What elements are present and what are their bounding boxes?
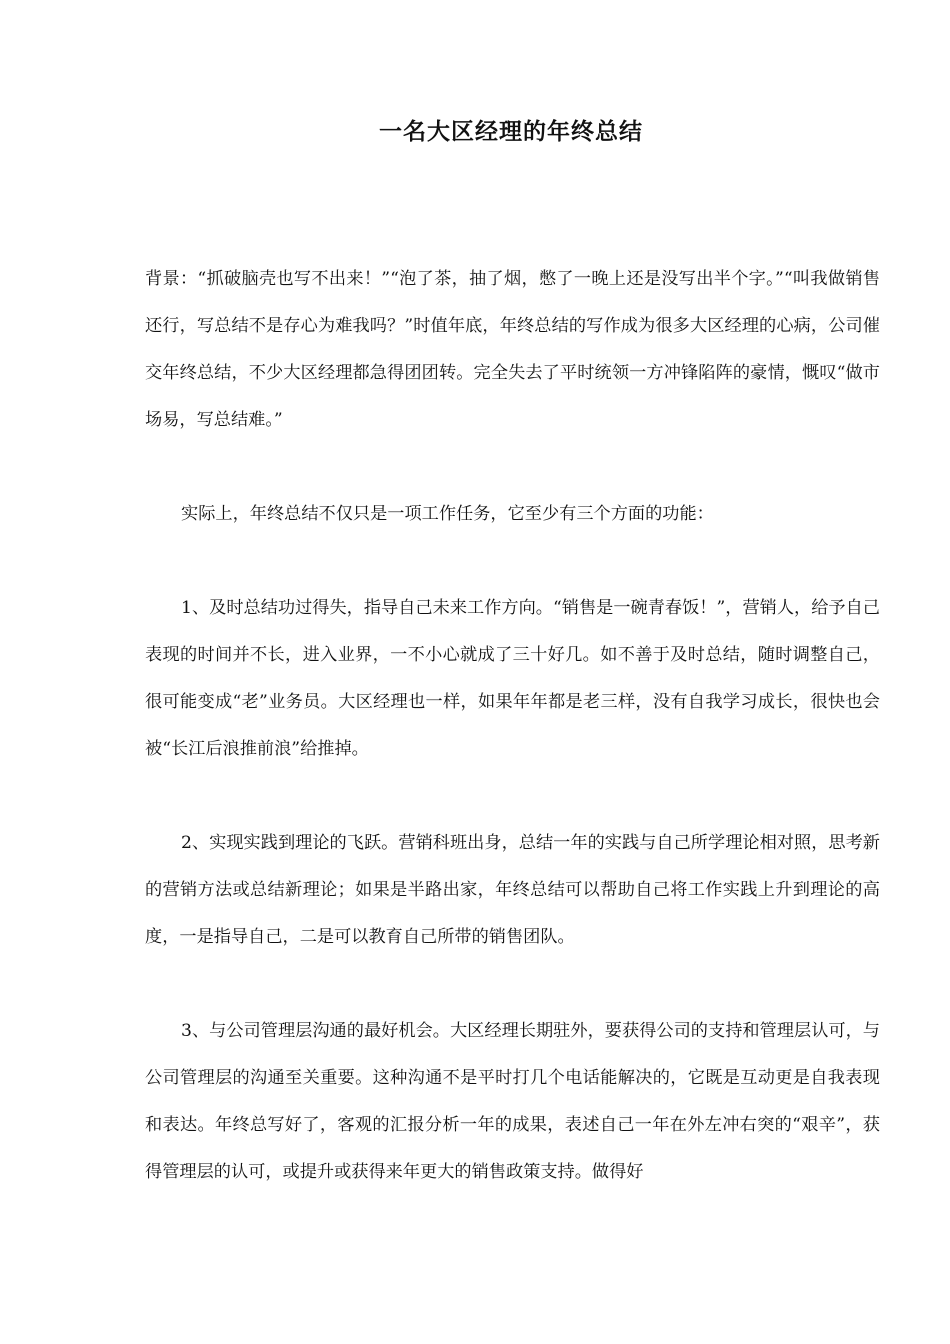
paragraph-gap xyxy=(145,773,880,820)
paragraph-gap xyxy=(145,444,880,491)
paragraph-intro: 实际上，年终总结不仅只是一项工作任务，它至少有三个方面的功能： xyxy=(181,504,714,524)
document-body xyxy=(145,256,880,1196)
paragraph-gap xyxy=(145,538,880,585)
paragraph-gap xyxy=(145,961,880,1008)
paragraph-point-1: 1、及时总结功过得失，指导自己未来工作方向。“销售是一碗青春饭！”，营销人，给予自己表现的时间并不长，进入业界，一不小心就成了三十好几。如不善于及时总结，随时调整自己，很可能变成“老”业务员。大区经理也一样，如果年年都是老三样，没有自我学习成长，很快也会被“长江后浪推前浪”给推掉。 xyxy=(145,598,880,759)
paragraph-point-2: 2、实现实践到理论的飞跃。营销科班出身，总结一年的实践与自己所学理论相对照，思考新的营销方法或总结新理论；如果是半路出家，年终总结可以帮助自己将工作实践上升到理论的高度，一是指导自己，二是可以教育自己所带的销售团队。 xyxy=(145,833,880,947)
document-title: 一名大区经理的年终总结 xyxy=(379,118,643,145)
paragraph-point-3: 3、与公司管理层沟通的最好机会。大区经理长期驻外，要获得公司的支持和管理层认可，与公司管理层的沟通至关重要。这种沟通不是平时打几个电话能解决的，它既是互动更是自我表现和表达。年终总写好了，客观的汇报分析一年的成果，表述自己一年在外左冲右突的“艰辛”，获得管理层的认可，或提升或获得来年更大的销售政策支持。做得好 xyxy=(145,1021,880,1182)
paragraph-background: 背景：“抓破脑壳也写不出来！”“泡了茶，抽了烟，憋了一晚上还是没写出半个字。”“叫我做销售还行，写总结不是存心为难我吗？”时值年底，年终总结的写作成为很多大区经理的心病，公司催交年终总结，不少大区经理都急得团团转。完全失去了平时统领一方冲锋陷阵的豪情，慨叹“做市场易，写总结难。” xyxy=(145,269,880,430)
